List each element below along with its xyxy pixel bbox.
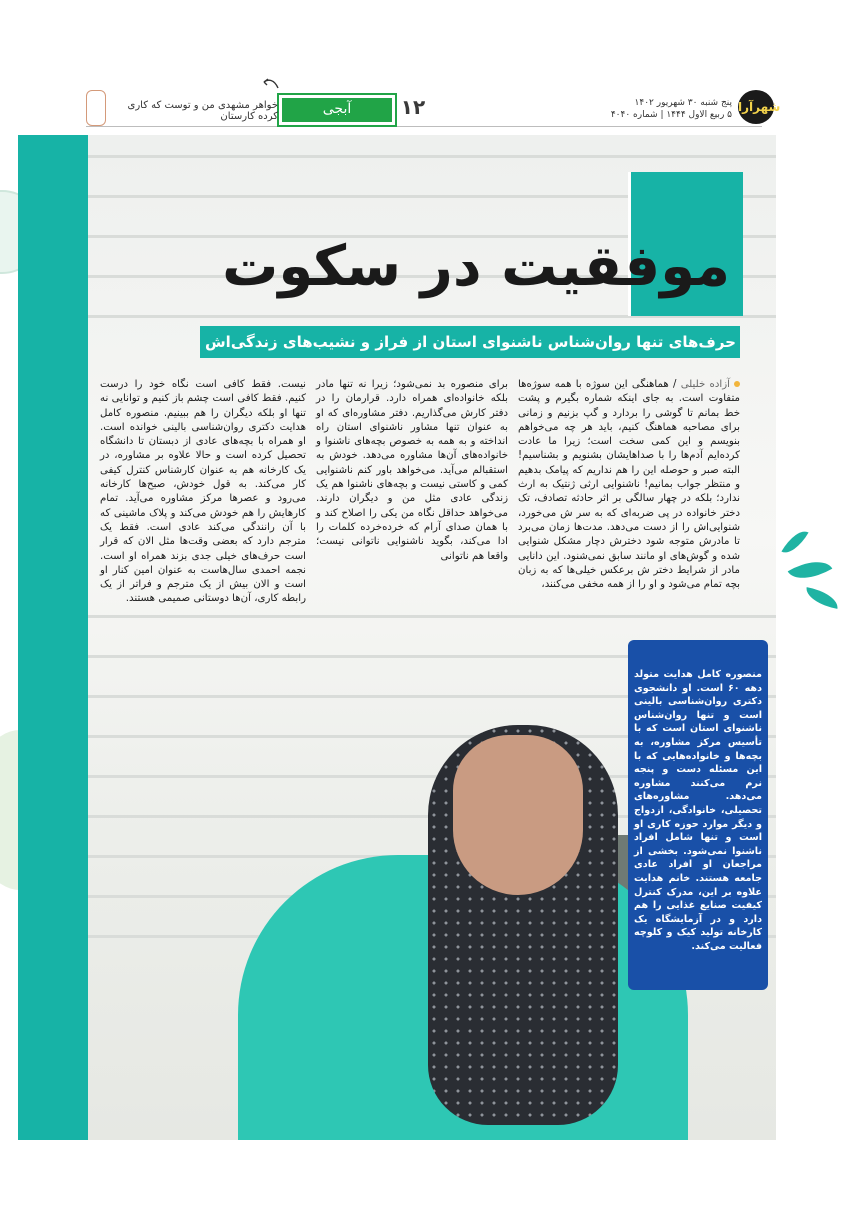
column-text: نیست. فقط کافی است نگاه خود را درست کنیم. فقط کافی است چشم باز کنیم و توانایی نه تنها او بلکه دیگران را هم ببینیم. منصوره کامل هدایت دکتری روان‌شناسی بالینی خوانده است. او همراه با بچه‌های عادی از دبستان تا دانشگاه تحصیل کرده است و حالا علاوه بر مشاوره، در یک کارخانه هم به عنوان کارشناس کنترل کیفی کار می‌کند. به قول خودش، صبح‌ها کارخانه می‌رود و عصرها مرکز مشاوره می‌آید. تمام کارهایش را هم خودش می‌کند و پلاک ماشینی که با آن رانندگی می‌کند عادی است. فقط یک مترجم دارد که بعضی وقت‌ها مثل الان که قرار است حرف‌های خیلی جدی بزند همراه او است. نجمه احمدی سال‌هاست به عنوان امین کنار او است و الان بیش از یک مترجم و فراتر از یک رابطه کاری، آن‌ها دوستانی صمیمی هستند.	[100, 379, 306, 605]
section-tab	[277, 93, 397, 127]
section-label: آبجی	[282, 98, 392, 122]
section-emblem	[86, 90, 106, 126]
article-title: موفقیت در سکوت	[222, 234, 730, 299]
issue-info	[532, 97, 732, 121]
article-subtitle: حرف‌های تنها روان‌شناس ناشنوای استان از فراز و نشیب‌های زندگی‌اش	[204, 333, 736, 351]
leaf-icon	[781, 526, 808, 559]
leaf-icon	[804, 587, 840, 609]
article-column-3	[100, 378, 306, 607]
publication-logo: شهرآرا	[738, 90, 774, 124]
column-text: برای منصوره بد نمی‌شود؛ زیرا نه تنها مادر بلکه خانواده‌ای همراه دارد. قرارمان را در دفتر کارش می‌گذاریم. دفتر مشاوره‌ای که او به عنوان تنها مشاور ناشنوای استان راه انداخته و به همه به خصوص بچه‌های ناشنوا و خانواده‌های آن‌ها مشاوره می‌دهد. خودش به استقبالم می‌آید. می‌خواهد باور کنم ناشنوایی کمی و کاستی نیست و بچه‌های ناشنوا هم یک زندگی عادی مثل من و دیگران دارند. می‌خواهد حداقل نگاه من یکی را اصلاح کند و با همان صدای آرام که خرده‌خرده کلمات را ادا می‌کند، بگوید ناشنوایی ناتوانی نیست؛ واقعا هم ناتوانی	[316, 379, 508, 562]
back-arrow-icon	[260, 76, 280, 90]
author-name: آزاده خلیلی	[680, 379, 730, 390]
issue-date-line: پنج شنبه ۳۰ شهریور ۱۴۰۲	[634, 98, 732, 108]
header-rule	[86, 126, 762, 127]
leaf-icon	[788, 551, 833, 588]
column-text: هماهنگی این سوژه با همه سوژه‌ها متفاوت است. به جای اینکه شماره بگیرم و پشت خط بمانم تا گوشی را بردارد و گپ بزنیم و زمانی برای مصاحبه هماهنگ کنیم، باید هر چه می‌خواهم بنویسم و این کمی سخت است؛ زیرا ما عادت کرده‌ایم آدم‌ها را با صداهایشان بشنویم و بشناسیم! البته صبر و حوصله این را هم نداریم که پیامک بدهیم و منتظر جواب بمانیم! ناشنوایی ارثی ژنتیک به ارث ندارد؛ بلکه در چهار سالگی بر اثر حادثه تصادف، تک دختر خانواده در پی ضربه‌ای که به سر ش می‌خورد، شنوایی‌اش را از دست می‌دهد. مدت‌ها زمان می‌برد تا مادرش متوجه شود دخترش دچار مشکل شنوایی شده و گوش‌های او مانند سابق نمی‌شنود. این دانایی مادر از شرایط دختر ش برعکس خیلی‌ها که به زبان بچه تمام می‌شود و او را از همه مخفی می‌کنند،	[518, 379, 740, 591]
person-face	[453, 735, 583, 895]
article-column-2	[316, 378, 508, 564]
info-box-text: منصوره کامل هدایت متولد دهه ۶۰ است. او دانشجوی دکتری روان‌شناسی بالینی است و تنها روان‌شناس ناشنوای استان است که با تأسیس مرکز مشاوره، به بچه‌ها و خانواده‌هایی که با این مسئله دست و پنجه نرم می‌کنند مشاوره می‌دهد. مشاوره‌های تحصیلی، خانوادگی، ازدواج و دیگر موارد حوزه کاری او است و تنها شامل افراد ناشنوا نمی‌شود. بخشی از مراجعان او افراد عادی جامعه هستند. خانم هدایت علاوه بر این، مدرک کنترل کیفیت صنایع غذایی را هم دارد و در آزمایشگاه یک کارخانه تولید کیک و کلوچه فعالیت می‌کند.	[634, 669, 763, 952]
issue-number-line: ۵ ربیع الاول ۱۴۴۴ | شماره ۴۰۴۰	[610, 110, 732, 120]
page-number: ۱۲	[400, 95, 426, 119]
author-dot-icon	[734, 381, 740, 387]
article-column-1: آزاده خلیلی / هماهنگی این سوژه با همه سوژه‌ها متفاوت است. به جای اینکه شماره بگیرم و پشت خط بمانم تا گوشی را بردارد و گپ بزنیم و زمانی برای مصاحبه هماهنگ کنیم، باید هر چه می‌خواهم بنویسم و این کمی سخت است؛ زیرا ما عادت کرده‌ایم آدم‌ها را با صداهایشان بشنویم و بشناسیم! البته صبر و حوصله این را هم نداریم که پیامک بدهیم و منتظر جواب بمانیم! ناشنوایی ارثی ژنتیک به ارث ندارد؛ بلکه در چهار سالگی بر اثر حادثه تصادف، تک دختر خانواده در پی ضربه‌ای که به سر ش می‌خورد، شنوایی‌اش را از دست می‌دهد. مدت‌ها زمان می‌برد تا مادرش متوجه شود دخترش دچار مشکل شنوایی شده و گوش‌های او مانند سابق نمی‌شنود. این دانایی مادر از شرایط دختر ش برعکس خیلی‌ها که به زبان بچه تمام می‌شود و او را از همه مخفی می‌کنند،	[518, 379, 740, 591]
section-teaser: خواهر مشهدی من و توست که کاری کرده کارستان	[127, 100, 278, 122]
